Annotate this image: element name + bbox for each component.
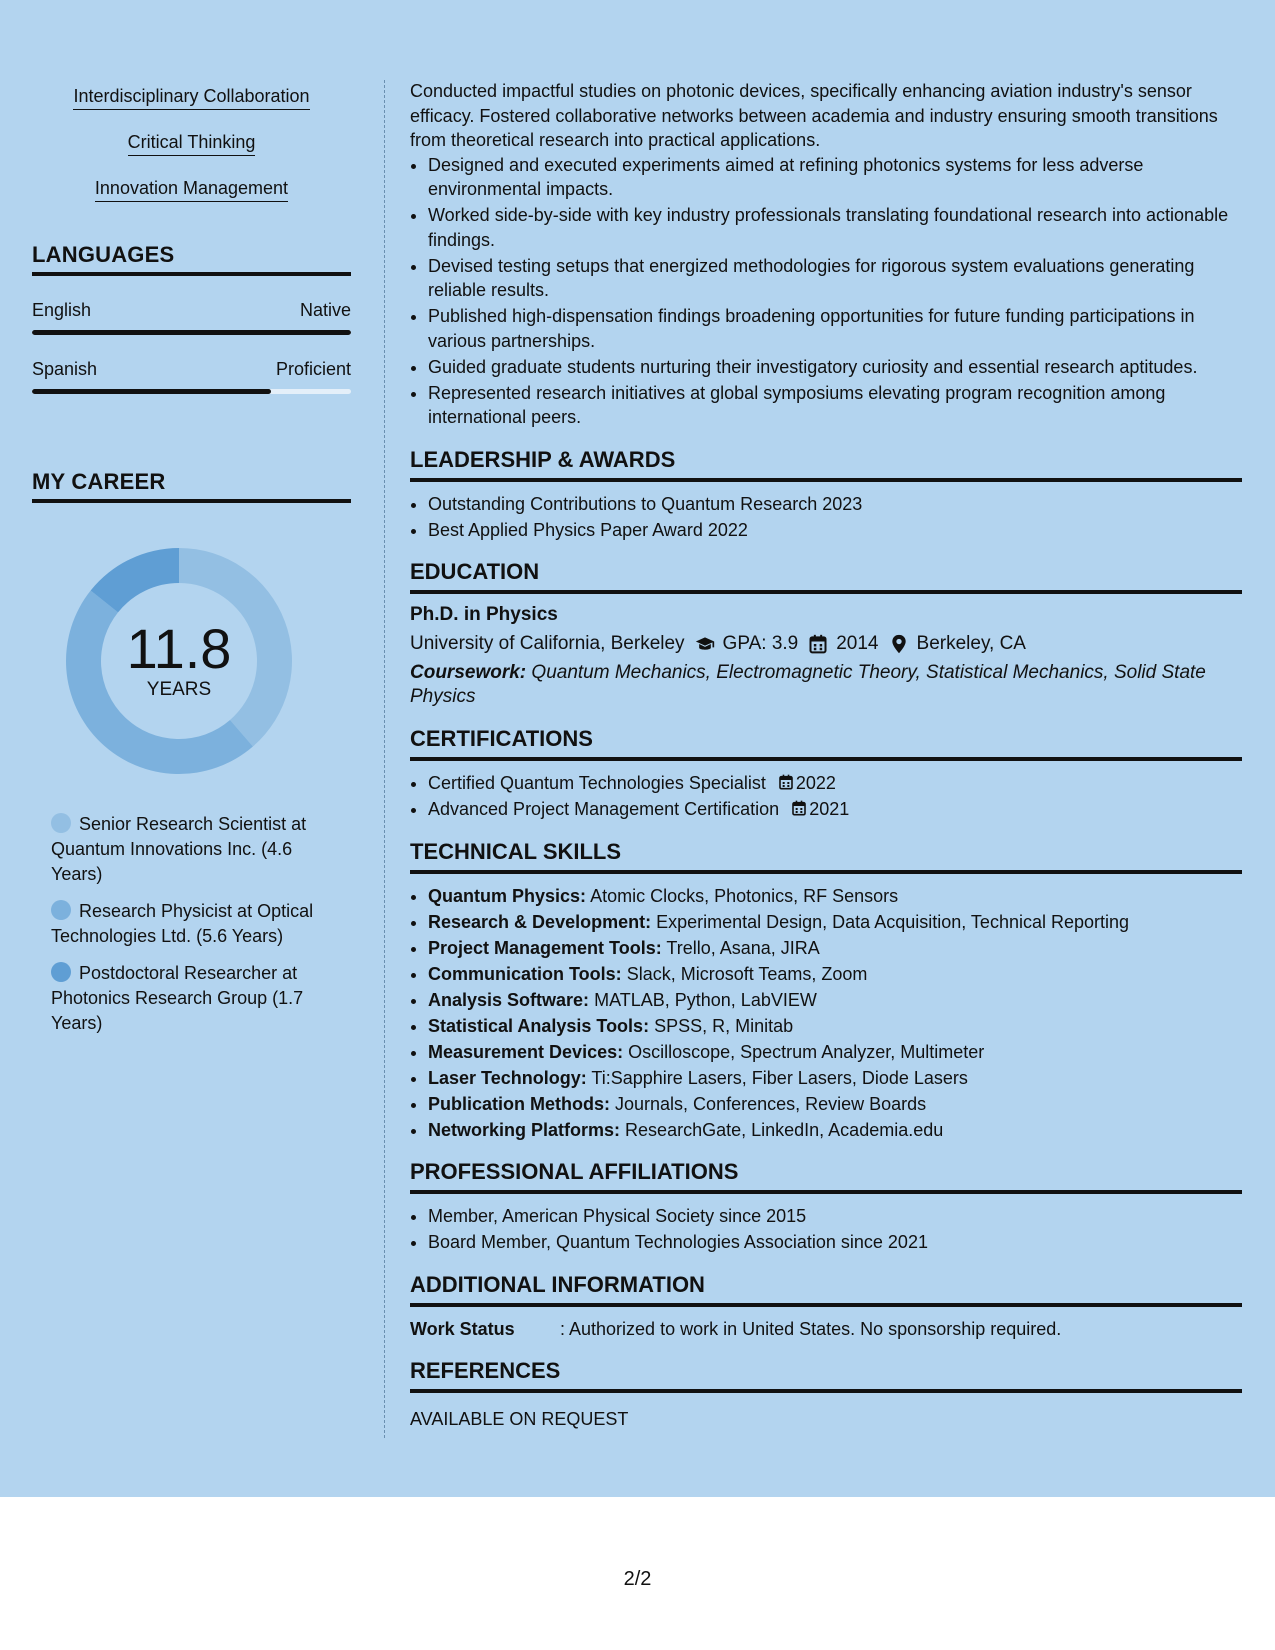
skill-label: Analysis Software: (428, 989, 590, 1010)
career-legend-item (51, 812, 321, 887)
skill-label: Project Management Tools: (428, 937, 662, 958)
list-item (428, 1092, 1242, 1117)
career-legend-label: Postdoctoral Researcher at Photonics Research Group (1.7 Years) (51, 963, 304, 1033)
skill-label: Networking Platforms: (428, 1119, 621, 1140)
career-legend-item (51, 899, 321, 949)
education-year: 2014 (836, 632, 879, 654)
skill-value: MATLAB, Python, LabVIEW (594, 989, 817, 1010)
work-status-value: : Authorized to work in United States. No sponsorship required. (560, 1318, 1062, 1339)
career-total-unit: YEARS (146, 679, 212, 700)
language-bar-fill (32, 330, 351, 335)
education-gpa: GPA: 3.9 (722, 632, 799, 654)
skill-label: Publication Methods: (428, 1093, 610, 1114)
legend-dot-icon (51, 962, 71, 982)
language-name: English (32, 300, 92, 320)
list-item (428, 988, 1242, 1013)
calendar-icon (778, 773, 794, 791)
calendar-icon (808, 634, 828, 654)
list-item (428, 797, 1242, 822)
career-legend-label: Senior Research Scientist at Quantum Innovations Inc. (4.6 Years) (51, 814, 307, 884)
list-item (428, 771, 1242, 796)
coursework-value: Quantum Mechanics, Electromagnetic Theory, Statistical Mechanics, Solid State Physics (410, 662, 1206, 707)
career-legend (32, 812, 351, 1036)
education-degree: Ph.D. in Physics (410, 604, 558, 625)
language-spanish (32, 358, 351, 394)
awards-list (410, 492, 1242, 543)
list-item: • Member, American Physical Society since 2015 (428, 1204, 1242, 1229)
list-item: • Devised testing setups that energized methodologies for rigorous system evaluations generating reliable results. (428, 254, 1242, 303)
skill-value: Slack, Microsoft Teams, Zoom (626, 963, 868, 984)
skill-label: Quantum Physics: (428, 885, 587, 906)
education-heading: EDUCATION (410, 559, 1242, 594)
experience-bullets (410, 153, 1242, 430)
skill-item: Critical Thinking (128, 130, 256, 156)
technical-skills-heading: TECHNICAL SKILLS (410, 839, 1242, 874)
skill-label: Measurement Devices: (428, 1041, 624, 1062)
calendar-icon (791, 799, 807, 817)
list-item: • Worked side-by-side with key industry professionals translating foundational research into actionable findings. (428, 203, 1242, 252)
list-item: • Outstanding Contributions to Quantum Research 2023 (428, 492, 1242, 517)
career-donut-chart (64, 546, 294, 776)
additional-info-heading: ADDITIONAL INFORMATION (410, 1272, 1242, 1307)
work-status-row (410, 1317, 1242, 1342)
map-pin-icon (889, 634, 909, 654)
skill-value: Ti:Sapphire Lasers, Fiber Lasers, Diode Lasers (591, 1067, 968, 1088)
certifications-heading: CERTIFICATIONS (410, 726, 1242, 761)
certification-name: Advanced Project Management Certification (428, 799, 780, 819)
language-english (32, 299, 351, 335)
list-item (428, 884, 1242, 909)
list-item (428, 936, 1242, 961)
column-divider (384, 80, 385, 1438)
list-item (428, 1040, 1242, 1065)
skill-value: SPSS, R, Minitab (654, 1015, 794, 1036)
list-item (428, 962, 1242, 987)
list-item: • Best Applied Physics Paper Award 2022 (428, 518, 1242, 543)
main-content (410, 79, 1242, 1432)
list-item: • Board Member, Quantum Technologies Association since 2021 (428, 1230, 1242, 1255)
skill-label: Statistical Analysis Tools: (428, 1015, 650, 1036)
skill-value: Atomic Clocks, Photonics, RF Sensors (590, 885, 899, 906)
list-item: • Published high-dispensation findings broadening opportunities for future funding participations in various partnerships. (428, 304, 1242, 353)
skill-label: Research & Development: (428, 911, 652, 932)
legend-dot-icon (51, 900, 71, 920)
coursework-label: Coursework: (410, 662, 527, 683)
skill-value: ResearchGate, LinkedIn, Academia.edu (625, 1119, 944, 1140)
language-name: Spanish (32, 359, 98, 379)
work-status-label: Work Status (410, 1318, 515, 1339)
education-school: University of California, Berkeley (410, 632, 685, 654)
skill-label: Communication Tools: (428, 963, 622, 984)
skill-label: Laser Technology: (428, 1067, 587, 1088)
list-item: • Designed and executed experiments aimed at refining photonics systems for less adverse environmental impacts. (428, 153, 1242, 202)
technical-skills-list (410, 884, 1242, 1143)
list-item (428, 1066, 1242, 1091)
experience-summary: Conducted impactful studies on photonic devices, specifically enhancing aviation industry's sensor efficacy. Fostered collaborative networks between academia and industry ensuring smooth transitions from theoretical research into practical applications. (410, 81, 1218, 150)
awards-heading: LEADERSHIP & AWARDS (410, 447, 1242, 482)
graduation-cap-icon (695, 634, 715, 654)
career-legend-label: Research Physicist at Optical Technologies Ltd. (5.6 Years) (51, 901, 314, 946)
list-item (428, 910, 1242, 935)
list-item (428, 1014, 1242, 1039)
skill-value: Oscilloscope, Spectrum Analyzer, Multimeter (628, 1041, 985, 1062)
certifications-list (410, 771, 1242, 822)
certification-name: Certified Quantum Technologies Specialist (428, 773, 766, 793)
list-item (428, 1118, 1242, 1143)
page-number: 2/2 (623, 1568, 652, 1590)
references-text: AVAILABLE ON REQUEST (410, 1409, 629, 1429)
certification-year: 2021 (809, 799, 850, 819)
career-legend-item (51, 961, 321, 1036)
education-location: Berkeley, CA (916, 632, 1026, 654)
legend-dot-icon (51, 813, 71, 833)
language-bar (32, 330, 351, 335)
skills-list (32, 84, 351, 202)
skill-value: Journals, Conferences, Review Boards (615, 1093, 927, 1114)
language-level: Proficient (275, 359, 351, 379)
skill-item: Innovation Management (95, 176, 288, 202)
affiliations-heading: PROFESSIONAL AFFILIATIONS (410, 1159, 1242, 1194)
list-item: • Guided graduate students nurturing their investigatory curiosity and essential research aptitudes. (428, 355, 1242, 380)
career-total-years: 11.8 (126, 617, 232, 680)
education-coursework (410, 661, 1242, 709)
languages-heading: LANGUAGES (32, 242, 351, 276)
career-heading: MY CAREER (32, 469, 351, 503)
language-level: Native (299, 300, 351, 320)
sidebar (32, 84, 351, 1048)
skill-value: Experimental Design, Data Acquisition, Technical Reporting (656, 911, 1130, 932)
certification-year: 2022 (795, 773, 836, 793)
language-bar (32, 389, 351, 394)
skill-value: Trello, Asana, JIRA (666, 937, 820, 958)
references-heading: REFERENCES (410, 1358, 1242, 1393)
list-item: • Represented research initiatives at global symposiums elevating program recognition among international peers. (428, 381, 1242, 430)
language-bar-fill (32, 389, 271, 394)
skill-item: Interdisciplinary Collaboration (73, 84, 309, 110)
affiliations-list (410, 1204, 1242, 1255)
education-details (410, 632, 1242, 657)
